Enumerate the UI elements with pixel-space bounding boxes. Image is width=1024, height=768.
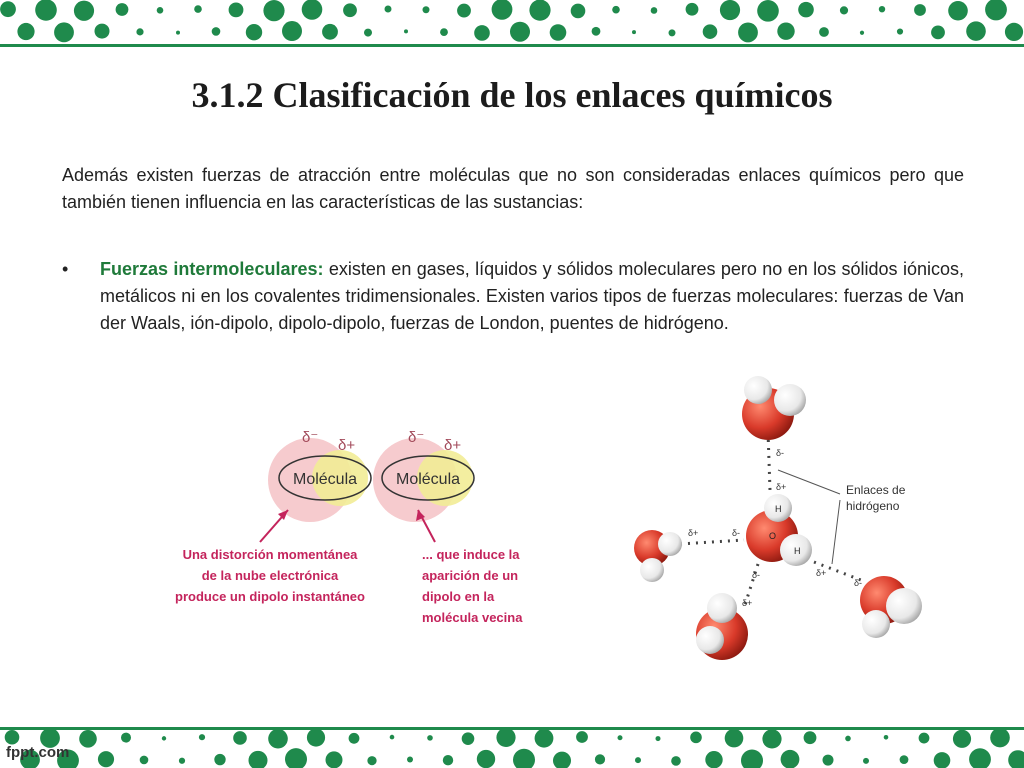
hbond-top bbox=[768, 432, 770, 490]
hbond-label-line-2: hidrógeno bbox=[846, 499, 900, 513]
decor-dot bbox=[879, 6, 885, 12]
decor-dot bbox=[529, 0, 550, 21]
decor-dot bbox=[931, 25, 945, 39]
decor-dot bbox=[757, 0, 779, 22]
decor-dot bbox=[194, 5, 202, 13]
decor-dot bbox=[703, 24, 718, 39]
decor-dot bbox=[819, 27, 829, 37]
decor-dot bbox=[98, 751, 114, 767]
delta-minus-1: δ⁻ bbox=[302, 429, 319, 446]
decor-dot bbox=[233, 731, 247, 745]
decor-dot bbox=[651, 7, 658, 14]
decor-dot bbox=[390, 735, 395, 740]
decor-dot bbox=[804, 731, 817, 744]
decor-dot bbox=[690, 732, 702, 744]
decor-dot bbox=[671, 756, 681, 766]
decor-dot bbox=[720, 0, 740, 20]
decor-dot bbox=[404, 29, 408, 33]
molecule-label-1: Molécula bbox=[292, 471, 358, 488]
delta-top-minus: δ- bbox=[776, 448, 785, 458]
footer-dot-pattern bbox=[0, 724, 1024, 768]
delta-minus-2: δ⁻ bbox=[408, 429, 425, 446]
atom-label-o: O bbox=[769, 531, 777, 541]
decor-dot bbox=[798, 2, 814, 18]
decor-dot bbox=[249, 751, 268, 768]
decor-dot bbox=[985, 0, 1007, 20]
decor-dot bbox=[741, 750, 763, 768]
decor-dot bbox=[367, 756, 376, 765]
decor-dot bbox=[496, 728, 515, 747]
caption-right-line-4: molécula vecina bbox=[422, 610, 523, 625]
decor-dot bbox=[948, 1, 968, 21]
decor-dot bbox=[953, 730, 971, 748]
footer-logo: fppt.com bbox=[6, 744, 70, 761]
decor-dot bbox=[326, 751, 343, 768]
decor-dot bbox=[246, 24, 262, 40]
decor-dot bbox=[860, 31, 864, 35]
decor-dot bbox=[0, 1, 16, 17]
caption-left-line-3: produce un dipolo instantáneo bbox=[175, 589, 365, 604]
decor-dot bbox=[1005, 23, 1023, 41]
hydrogen-atom-top-a bbox=[774, 384, 806, 416]
label-pointer-bottom bbox=[832, 500, 840, 564]
delta-top-plus: δ+ bbox=[776, 482, 787, 492]
dipole-figure bbox=[160, 420, 540, 640]
delta-right-minus: δ- bbox=[854, 578, 863, 588]
decor-dot bbox=[95, 24, 110, 39]
decor-dot bbox=[140, 756, 149, 765]
decor-dot bbox=[966, 21, 986, 41]
decor-dot bbox=[282, 21, 302, 41]
decor-dot bbox=[79, 730, 97, 748]
hbond-label-line-1: Enlaces de bbox=[846, 483, 906, 497]
label-pointer-top bbox=[778, 470, 840, 494]
delta-left-plus: δ+ bbox=[688, 528, 699, 538]
decor-dot bbox=[427, 735, 433, 741]
atom-label-h2: H bbox=[794, 546, 801, 556]
hydrogen-atom-left-a bbox=[658, 532, 682, 556]
decor-dot bbox=[595, 754, 605, 764]
decor-dot bbox=[492, 0, 513, 20]
atom-label-h1: H bbox=[775, 504, 782, 514]
decor-dot bbox=[423, 6, 430, 13]
decor-dot bbox=[705, 751, 722, 768]
caption-right-line-2: aparición de un bbox=[422, 568, 519, 583]
decor-dot bbox=[900, 755, 909, 764]
decor-dot bbox=[199, 734, 205, 740]
delta-right-plus: δ+ bbox=[816, 568, 827, 578]
decor-dot bbox=[510, 22, 530, 42]
decor-dot bbox=[919, 733, 930, 744]
hydrogen-atom-left-b bbox=[640, 558, 664, 582]
intro-paragraph: Además existen fuerzas de atracción entre moléculas que no son consideradas enlaces químicos pero que también tienen influencia en las características de las sustancias: bbox=[62, 165, 964, 212]
decor-dot bbox=[440, 28, 448, 36]
decor-dot bbox=[179, 758, 185, 764]
decor-dot bbox=[212, 27, 221, 36]
decor-dot bbox=[550, 24, 567, 41]
decor-dot bbox=[229, 2, 244, 17]
caption-right-line-1: ... que induce la bbox=[422, 547, 520, 562]
decor-dot bbox=[349, 733, 360, 744]
decor-dot bbox=[462, 732, 475, 745]
decor-dot bbox=[914, 4, 926, 16]
decor-dot bbox=[863, 758, 869, 764]
decor-dot bbox=[285, 748, 307, 768]
decor-dot bbox=[121, 733, 131, 743]
delta-bottom-minus: δ- bbox=[752, 570, 761, 580]
hbond-left bbox=[680, 540, 744, 544]
decor-dot bbox=[17, 23, 34, 40]
delta-bottom-plus: δ+ bbox=[742, 598, 753, 608]
decor-dot bbox=[686, 3, 699, 16]
decor-dot bbox=[136, 28, 143, 35]
decor-dot bbox=[934, 752, 951, 768]
bullet-body bbox=[100, 256, 964, 337]
decor-dot bbox=[268, 729, 288, 749]
decor-dot bbox=[990, 728, 1010, 748]
decor-dot bbox=[385, 6, 392, 13]
decor-dot bbox=[571, 4, 586, 19]
delta-left-minus: δ- bbox=[732, 528, 741, 538]
bullet-marker: • bbox=[62, 259, 69, 279]
hydrogen-atom-right-b bbox=[862, 610, 890, 638]
decor-dot bbox=[364, 29, 372, 37]
decor-dot bbox=[612, 6, 620, 14]
decor-dot bbox=[725, 729, 744, 748]
decor-dot bbox=[457, 4, 471, 18]
decor-dot bbox=[5, 730, 20, 745]
decor-dot bbox=[592, 27, 601, 36]
decor-dot bbox=[777, 23, 794, 40]
decor-dot bbox=[845, 736, 851, 742]
decor-dot bbox=[513, 749, 535, 768]
decor-dot bbox=[897, 28, 903, 34]
decor-dot bbox=[322, 24, 338, 40]
decor-dot bbox=[35, 0, 57, 21]
decor-dot bbox=[762, 729, 781, 748]
decor-dot bbox=[656, 736, 661, 741]
decor-dot bbox=[840, 6, 848, 14]
caption-left-line-1: Una distorción momentánea bbox=[182, 547, 358, 562]
molecule-label-2: Molécula bbox=[395, 471, 461, 488]
caption-right-line-3: dipolo en la bbox=[422, 589, 495, 604]
decor-dot bbox=[618, 735, 623, 740]
decor-dot bbox=[1008, 750, 1024, 768]
decor-dot bbox=[162, 736, 166, 740]
delta-plus-1: δ+ bbox=[338, 437, 356, 454]
caption-left-line-2: de la nube electrónica bbox=[201, 568, 339, 583]
header-dot-pattern bbox=[0, 0, 1024, 46]
bullet-term: Fuerzas intermoleculares: bbox=[100, 259, 324, 279]
decor-dot bbox=[635, 757, 641, 763]
decor-dot bbox=[474, 25, 490, 41]
decor-dot bbox=[477, 750, 495, 768]
decor-dot bbox=[969, 748, 991, 768]
decor-dot bbox=[74, 1, 94, 21]
decor-dot bbox=[669, 29, 676, 36]
slide-title: 3.1.2 Clasificación de los enlaces químicos bbox=[191, 75, 833, 115]
decor-dot bbox=[176, 31, 180, 35]
water-hbond-figure bbox=[618, 372, 938, 672]
water-hbond-diagram bbox=[618, 372, 938, 672]
decor-dot bbox=[576, 731, 588, 743]
hydrogen-atom-bottom-a bbox=[707, 593, 737, 623]
decor-dot bbox=[781, 750, 800, 768]
decor-dot bbox=[263, 0, 284, 21]
decor-dot bbox=[116, 3, 129, 16]
decor-dot bbox=[738, 23, 758, 43]
decor-dot bbox=[407, 756, 413, 762]
delta-plus-2: δ+ bbox=[444, 437, 462, 454]
decor-dot bbox=[343, 3, 357, 17]
dipole-diagram bbox=[160, 420, 540, 640]
decor-dot bbox=[553, 752, 571, 768]
hydrogen-atom-right-a bbox=[886, 588, 922, 624]
decor-dot bbox=[823, 755, 834, 766]
hydrogen-atom-bottom-b bbox=[696, 626, 724, 654]
decor-dot bbox=[157, 7, 164, 14]
decor-dot bbox=[302, 0, 323, 20]
decor-dot bbox=[214, 754, 225, 765]
decor-dot bbox=[307, 728, 325, 746]
decor-dot bbox=[884, 735, 889, 740]
decor-dot bbox=[443, 755, 453, 765]
bullet-description: existen en gases, líquidos y sólidos moleculares pero no en los sólidos iónicos, metálicos ni en los covalentes tridimensionales. Existen varios tipos de fuerzas moleculares: fuerzas de Van der Waals, ión-dipolo, dipolo-dipolo, fuerzas de London, puentes de hidrógeno. bbox=[100, 259, 964, 333]
header-rule bbox=[0, 44, 1024, 47]
decor-dot bbox=[535, 729, 554, 748]
hydrogen-atom-top-b bbox=[744, 376, 772, 404]
decor-dot bbox=[632, 30, 636, 34]
decor-dot bbox=[54, 22, 74, 42]
